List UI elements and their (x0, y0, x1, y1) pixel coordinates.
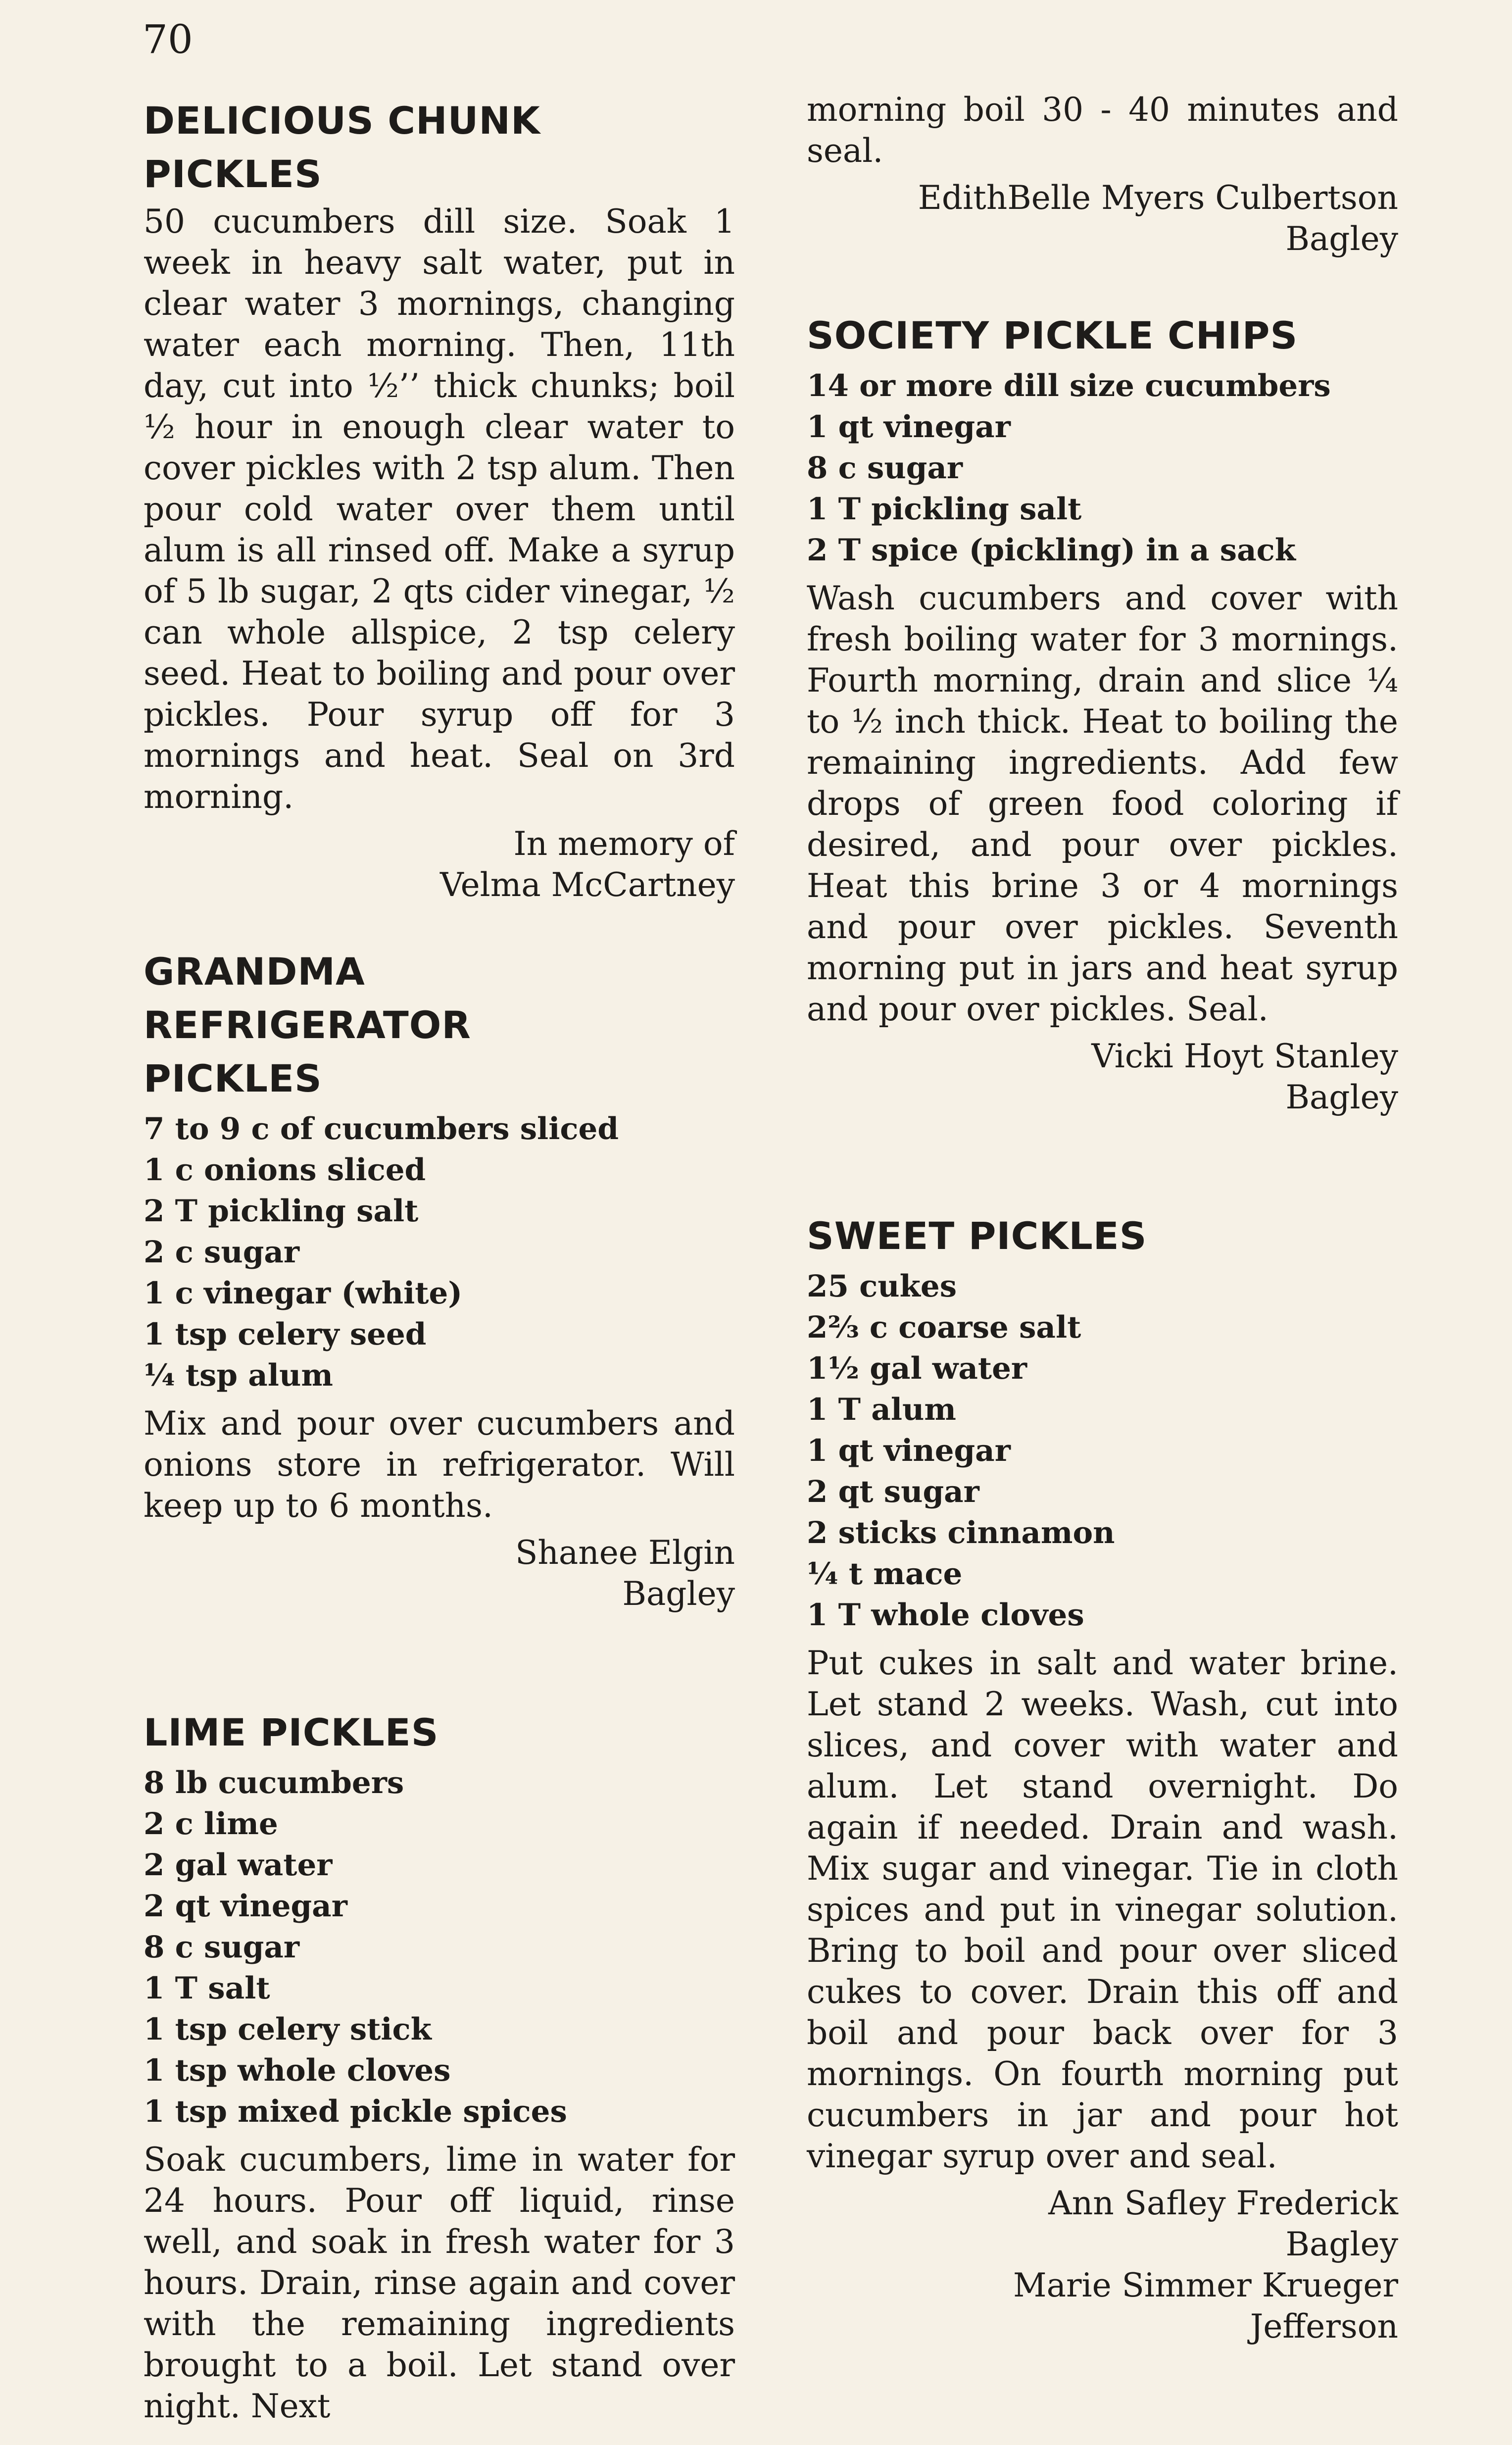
credit-location: Bagley (1285, 220, 1398, 258)
recipe-instructions: Mix and pour over cucumbers and onions store in refrigerator. Will keep up to 6 months. (144, 1404, 735, 1525)
title-line: PICKLES (144, 152, 322, 196)
ingredient-item: 2 c lime (144, 1806, 278, 1842)
title-line: REFRIGERATOR (144, 1003, 471, 1047)
recipe-sweet-pickles (807, 1209, 1398, 2347)
ingredient-item: 2 T pickling salt (144, 1194, 419, 1229)
ingredient-item: 1 tsp celery stick (144, 2012, 432, 2047)
ingredient-item: 2 gal water (144, 1847, 333, 1883)
recipe-credit (807, 1036, 1398, 1118)
ingredient-item: 2 c sugar (144, 1235, 300, 1270)
left-column (144, 94, 735, 2427)
recipe-title: LIME PICKLES (144, 1710, 439, 1754)
ingredient-item: 1 qt vinegar (807, 1433, 1011, 1468)
credit-name: Shanee Elgin (515, 1534, 735, 1572)
recipe-title (144, 945, 735, 1105)
ingredient-item: 8 c sugar (144, 1930, 300, 1965)
recipe-credit (807, 2183, 1398, 2347)
ingredient-item: 1 T pickling salt (807, 492, 1082, 527)
ingredient-item: 1 T salt (144, 1971, 270, 2006)
recipe-title (144, 94, 735, 201)
ingredient-list (807, 365, 1398, 571)
ingredient-item: 8 lb cucumbers (144, 1765, 404, 1800)
recipe-instructions: 50 cucumbers dill size. Soak 1 week in heavy salt water, put in clear water 3 mornings, changing water each morning. Then, 11th day, cut into ½’’ thick chunks; boil ½ hour in enough clear water to cover pickles with 2 tsp alum. Then pour cold water over them until alum is all rinsed off. Make a syrup of 5 lb sugar, 2 qts cider vinegar, ½ can whole allspice, 2 tsp celery seed. Heat to boiling and pour over pickles. Pour syrup off for 3 mornings and heat. Seal on 3rd morning. (144, 202, 735, 816)
recipe-instructions: Wash cucumbers and cover with fresh boiling water for 3 mornings. Fourth morning, drain and slice ¼ to ½ inch thick. Heat to boiling the remaining ingredients. Add few drops of green food coloring if desired, and pour over pickles. Heat this brine 3 or 4 mornings and pour over pickles. Seventh morning put in jars and heat syrup and pour over pickles. Seal. (807, 579, 1398, 1028)
credit-location: Bagley (1285, 2225, 1398, 2263)
right-column (807, 89, 1398, 2347)
ingredient-item: ¼ t mace (807, 1556, 963, 1592)
recipe-title: SWEET PICKLES (807, 1214, 1147, 1258)
ingredient-item: 2 qt vinegar (144, 1889, 347, 1924)
ingredient-item: 2⅔ c coarse salt (807, 1310, 1081, 1345)
ingredient-item: 1 tsp celery seed (144, 1317, 427, 1352)
credit-location: Bagley (622, 1575, 735, 1613)
credit-line: In memory of (513, 825, 735, 863)
title-line: DELICIOUS CHUNK (144, 99, 540, 143)
recipe-credit (807, 177, 1398, 259)
recipe-instructions: morning boil 30 - 40 minutes and seal. (807, 91, 1398, 170)
ingredient-item: 25 cukes (807, 1269, 957, 1304)
credit-name: Marie Simmer Krueger (1013, 2266, 1398, 2304)
ingredient-item: 1 tsp whole cloves (144, 2053, 451, 2088)
ingredient-item: ¼ tsp alum (144, 1358, 333, 1393)
ingredient-item: 7 to 9 c of cucumbers sliced (144, 1111, 619, 1147)
recipe-title: SOCIETY PICKLE CHIPS (807, 313, 1298, 357)
recipe-lime-pickles-continued (807, 89, 1398, 259)
ingredient-item: 1 qt vinegar (807, 409, 1011, 445)
ingredient-item: 14 or more dill size cucumbers (807, 368, 1331, 403)
recipe-instructions: Soak cucumbers, lime in water for 24 hours. Pour off liquid, rinse well, and soak in fresh water for 3 hours. Drain, rinse again and cover with the remaining ingredients brought to a boil. Let stand over night. Next (144, 2141, 735, 2425)
recipe-credit (144, 1532, 735, 1614)
ingredient-item: 1 T whole cloves (807, 1597, 1084, 1633)
credit-location: Jefferson (1250, 2307, 1398, 2345)
recipe-credit (144, 823, 735, 905)
recipe-society-pickle-chips (807, 309, 1398, 1118)
recipe-grandma-refrigerator-pickles (144, 945, 735, 1614)
ingredient-item: 1 T alum (807, 1392, 956, 1427)
title-line: PICKLES (144, 1056, 322, 1100)
credit-location: Bagley (1285, 1078, 1398, 1116)
ingredient-item: 1 c onions sliced (144, 1152, 426, 1188)
ingredient-list (807, 1266, 1398, 1636)
credit-name: Vicki Hoyt Stanley (1091, 1037, 1398, 1075)
recipe-instructions: Put cukes in salt and water brine. Let stand 2 weeks. Wash, cut into slices, and cover with water and alum. Let stand overnight. Do again if needed. Drain and wash. Mix sugar and vinegar. Tie in cloth spices and put in vinegar solution. Bring to boil and pour over sliced cukes to cover. Drain this off and boil and pour back over for 3 mornings. On fourth morning put cucumbers in jar and pour hot vinegar syrup over and seal. (807, 1644, 1398, 2175)
credit-name: Ann Safley Frederick (1048, 2184, 1398, 2222)
credit-name: Velma McCartney (440, 866, 735, 904)
ingredient-item: 2 sticks cinnamon (807, 1515, 1115, 1550)
ingredient-list (144, 1108, 735, 1396)
ingredient-list (144, 1762, 735, 2132)
ingredient-item: 1 tsp mixed pickle spices (144, 2094, 567, 2129)
ingredient-item: 2 qt sugar (807, 1474, 979, 1509)
ingredient-item: 8 c sugar (807, 450, 963, 486)
recipe-lime-pickles (144, 1706, 735, 2427)
title-line: GRANDMA (144, 949, 365, 994)
ingredient-item: 1 c vinegar (white) (144, 1276, 463, 1311)
credit-name: EdithBelle Myers Culbertson (918, 179, 1398, 217)
ingredient-item: 2 T spice (pickling) in a sack (807, 533, 1296, 568)
recipe-delicious-chunk-pickles (144, 94, 735, 905)
ingredient-item: 1½ gal water (807, 1351, 1027, 1386)
page-number: 70 (143, 16, 193, 62)
